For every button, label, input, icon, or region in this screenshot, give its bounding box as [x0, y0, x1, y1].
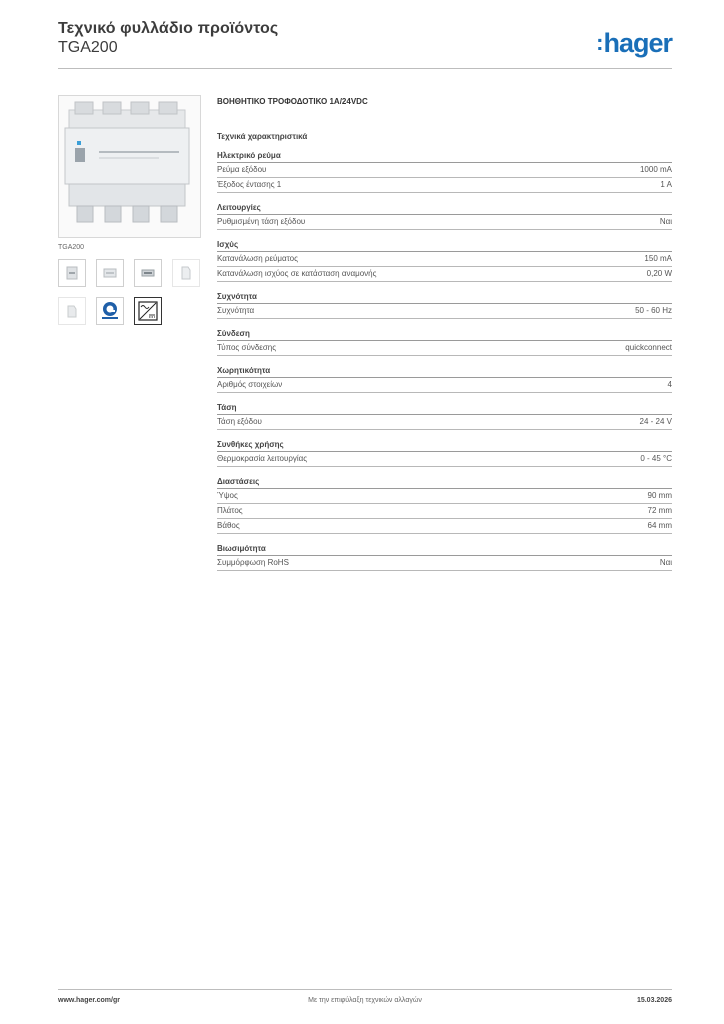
- thumbnail-back[interactable]: [58, 297, 86, 325]
- spec-value: 50 - 60 Hz: [635, 306, 672, 315]
- spec-value: 24 - 24 V: [639, 417, 672, 426]
- spec-value: 4: [667, 380, 672, 389]
- power-supply-module-icon: [59, 96, 200, 237]
- specs-heading: Τεχνικά χαρακτηριστικά: [217, 132, 308, 141]
- header-divider: [58, 68, 672, 69]
- hager-logo: :hager: [596, 28, 672, 58]
- spec-section: [217, 329, 672, 356]
- spec-label: Κατανάλωση ρεύματος: [217, 254, 298, 263]
- thumbnail-quickconnect[interactable]: [96, 297, 124, 325]
- spec-label: Συμμόρφωση RoHS: [217, 558, 289, 567]
- spec-value: Ναι: [659, 217, 672, 226]
- product-media: [58, 95, 203, 325]
- thumbnail-gallery: [58, 259, 203, 325]
- product-image: [58, 95, 201, 238]
- spec-section: [217, 203, 672, 230]
- power-supply-symbol-icon: [137, 300, 159, 322]
- spec-row: [217, 163, 672, 178]
- spec-value: 90 mm: [647, 491, 672, 500]
- spec-value: 64 mm: [647, 521, 672, 530]
- spec-label: Έξοδος έντασης 1: [217, 180, 282, 189]
- footer-notice: Με την επιφύλαξη τεχνικών αλλαγών: [308, 997, 422, 1004]
- spec-row: [217, 489, 672, 504]
- spec-row: [217, 215, 672, 230]
- spec-section: [217, 403, 672, 430]
- spec-row: [217, 504, 672, 519]
- logo-text: hager: [603, 28, 672, 58]
- spec-section-title: Ηλεκτρικό ρεύμα: [217, 151, 672, 163]
- spec-section: [217, 151, 672, 193]
- spec-value: 1000 mA: [639, 165, 672, 174]
- thumbnail-top[interactable]: [134, 259, 162, 287]
- spec-value: 0 - 45 °C: [640, 454, 672, 463]
- spec-label: Ύψος: [217, 491, 238, 500]
- spec-row: [217, 519, 672, 534]
- spec-row: [217, 378, 672, 393]
- spec-section-title: Ισχύς: [217, 240, 672, 252]
- thumbnail-power-symbol[interactable]: [134, 297, 162, 325]
- spec-row: [217, 341, 672, 356]
- spec-label: Τύπος σύνδεσης: [217, 343, 277, 352]
- spec-label: Συχνότητα: [217, 306, 255, 315]
- module-front-icon: [63, 264, 81, 282]
- spec-section: [217, 366, 672, 393]
- spec-row: [217, 452, 672, 467]
- spec-value: Ναι: [659, 558, 672, 567]
- spec-section: [217, 292, 672, 319]
- spec-value: 0,20 W: [646, 269, 672, 278]
- spec-label: Ρυθμισμένη τάση εξόδου: [217, 217, 306, 226]
- thumbnail-side[interactable]: [172, 259, 200, 287]
- footer-divider: [58, 989, 672, 990]
- spec-label: Βάθος: [217, 521, 240, 530]
- spec-section-title: Τάση: [217, 403, 672, 415]
- product-name: ΒΟΗΘΗΤΙΚΟ ΤΡΟΦΟΔΟΤΙΚΟ 1A/24VDC: [217, 97, 368, 106]
- spec-section: [217, 240, 672, 282]
- spec-section: [217, 477, 672, 534]
- spec-section-title: Λειτουργίες: [217, 203, 672, 215]
- spec-row: [217, 267, 672, 282]
- spec-row: [217, 178, 672, 193]
- spec-section-title: Σύνδεση: [217, 329, 672, 341]
- quickconnect-icon: [99, 300, 121, 322]
- module-back-icon: [63, 302, 81, 320]
- spec-section: [217, 440, 672, 467]
- spec-value: 72 mm: [647, 506, 672, 515]
- thumbnail-terminals[interactable]: [96, 259, 124, 287]
- module-side-icon: [177, 264, 195, 282]
- product-details: [217, 95, 672, 571]
- spec-label: Αριθμός στοιχείων: [217, 380, 283, 389]
- spec-label: Πλάτος: [217, 506, 243, 515]
- document-header: [58, 20, 672, 70]
- product-image-caption: TGA200: [58, 244, 85, 251]
- spec-section-title: Διαστάσεις: [217, 477, 672, 489]
- footer-website[interactable]: www.hager.com/gr: [58, 997, 120, 1004]
- spec-section-title: Βιωσιμότητα: [217, 544, 672, 556]
- spec-label: Κατανάλωση ισχύος σε κατάσταση αναμονής: [217, 269, 377, 278]
- footer-date: 15.03.2026: [636, 997, 672, 1004]
- spec-sections: [217, 151, 672, 571]
- spec-section-title: Συνθήκες χρήσης: [217, 440, 672, 452]
- spec-value: quickconnect: [625, 343, 672, 352]
- spec-row: [217, 252, 672, 267]
- spec-label: Θερμοκρασία λειτουργίας: [217, 454, 308, 463]
- document-title: Τεχνικό φυλλάδιο προϊόντος: [58, 20, 279, 37]
- thumbnail-front[interactable]: [58, 259, 86, 287]
- spec-label: Ρεύμα εξόδου: [217, 165, 267, 174]
- spec-row: [217, 304, 672, 319]
- spec-row: [217, 415, 672, 430]
- product-code: TGA200: [58, 39, 118, 56]
- module-top-icon: [139, 264, 157, 282]
- module-terminals-icon: [101, 264, 119, 282]
- spec-value: 150 mA: [644, 254, 672, 263]
- spec-section: [217, 544, 672, 571]
- spec-value: 1 A: [660, 180, 672, 189]
- spec-section-title: Χωρητικότητα: [217, 366, 672, 378]
- spec-label: Τάση εξόδου: [217, 417, 262, 426]
- spec-section-title: Συχνότητα: [217, 292, 672, 304]
- spec-row: [217, 556, 672, 571]
